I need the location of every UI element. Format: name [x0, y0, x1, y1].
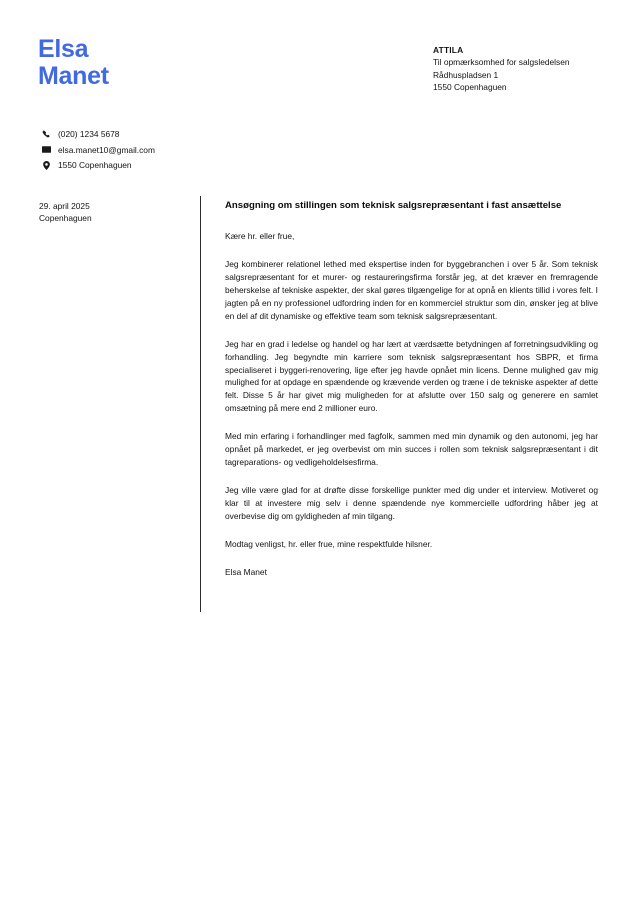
sender-name [38, 36, 298, 90]
envelope-icon [39, 146, 53, 153]
sender-first-name: Elsa [38, 35, 89, 63]
sender-last-name: Manet [38, 62, 109, 90]
column-divider [200, 196, 201, 612]
letter-subject: Ansøgning om stillingen som teknisk salgsrepræsentant i fast ansættelse [225, 200, 562, 211]
phone-icon [39, 130, 53, 138]
letter-closing: Modtag venligst, hr. eller frue, mine respektfulde hilsner. [225, 538, 433, 549]
recipient-attention-line: Til opmærksomhed for salgsledelsen [433, 57, 570, 68]
letter-place: Copenhaguen [39, 213, 92, 224]
letter-body [225, 199, 598, 579]
letter-paragraph-2: Jeg har en grad i ledelse og handel og har lært at værdsætte betydningen af forretningsudvikling og forhandling. Jeg begyndte min karriere som teknisk salgsrepræsentant hos SBPR, et firma specialiseret i byggeri-renovering, lige efter jeg havde opnået min licens. Denne mulighed gav mig mulighed for at opdage en spændende og krævende verden og træne i de tekniske aspekter af dette felt. Disse 5 år har givet mig muligheden for at afslutte over 150 salg og generere en samlet omsætning på mere end 2 millioner euro. [225, 338, 598, 414]
contact-value-email: elsa.manet10@gmail.com [58, 144, 155, 155]
recipient-city: 1550 Copenhaguen [433, 81, 507, 92]
contact-details-list [39, 127, 219, 174]
recipient-street: Rådhuspladsen 1 [433, 69, 499, 80]
contact-value-phone: (020) 1234 5678 [58, 129, 120, 139]
contact-row-location [39, 158, 219, 172]
recipient-address-block [433, 44, 633, 93]
letter-paragraph-3: Med min erfaring i forhandlinger med fagfolk, sammen med min dynamik og den autonomi, jeg har opnået på markedet, er jeg overbevist om min succes i rollen som teknisk salgsrepræsentant i dit tagreparations- og vedligeholdelsesfirma. [225, 431, 598, 467]
letter-salutation: Kære hr. eller frue, [225, 230, 295, 241]
letter-header [38, 36, 602, 106]
contact-row-email [39, 143, 219, 157]
recipient-organization: ATTILA [433, 45, 464, 55]
map-pin-icon [39, 161, 53, 170]
letter-paragraph-1: Jeg kombinerer relationel lethed med ekspertise inden for byggebranchen i over 5 år. Som teknisk salgsrepræsentant for et murer- og restaureringsfirma forstår jeg, at det kræver en fremragende beherskelse af tekniske aspekter, der skal gøres tilgængelige for at opnå en klients tillid i vores felt. I jagten på en ny professionel udfordring inden for en kommerciel struktur som din, ønsker jeg at blive en del af dit dynamiske og effektive team som teknisk salgsrepræsentant. [225, 259, 598, 321]
letter-paragraph-4: Jeg ville være glad for at drøfte disse forskellige punkter med dig under et interview. Motiveret og klar til at investere mig selv i denne spændende nye kommercielle udfordring håber jeg at overbevise dig om gyldigheden af min tilgang. [225, 484, 598, 521]
letter-signature: Elsa Manet [225, 567, 267, 578]
contact-value-location: 1550 Copenhaguen [58, 160, 132, 170]
date-place-block [39, 200, 189, 225]
contact-row-phone [39, 127, 219, 141]
letter-date: 29. april 2025 [39, 201, 90, 211]
